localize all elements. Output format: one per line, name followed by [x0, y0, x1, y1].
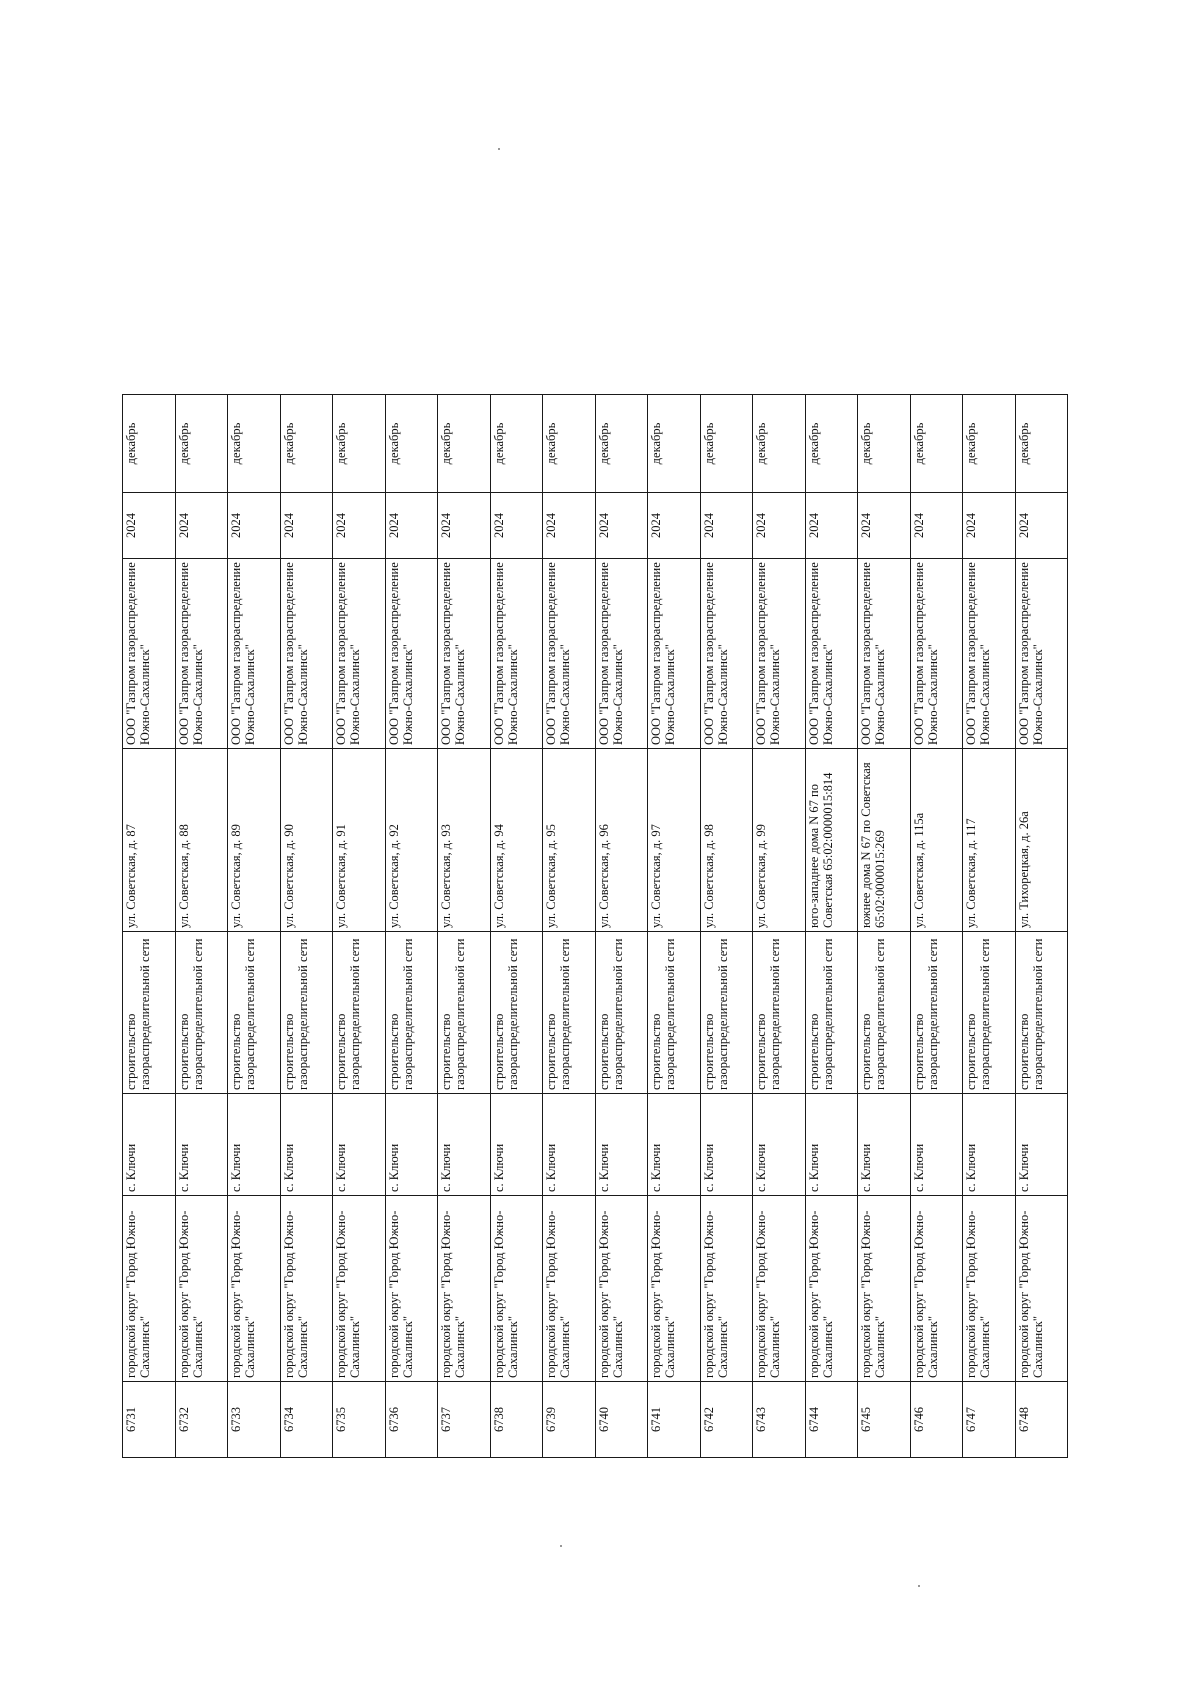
company-cell: ООО "Газпром газораспределение Южно-Сахалинск"	[228, 559, 281, 749]
address-cell: ул. Советская, д. 94	[490, 749, 543, 932]
settlement-cell: с. Ключи	[543, 1094, 596, 1196]
table-row	[910, 395, 963, 1458]
row-number: 6748	[1015, 1382, 1068, 1458]
month-cell: декабрь	[280, 395, 333, 493]
table-row	[858, 395, 911, 1458]
municipality-cell: городской округ "Город Южно-Сахалинск"	[1015, 1196, 1068, 1382]
table-row	[333, 395, 386, 1458]
address-cell: южнее дома N 67 по Советская 65:02:0000015:269	[858, 749, 911, 932]
work-type-cell: строительство газораспределительной сети	[648, 932, 701, 1094]
municipality-cell: городской округ "Город Южно-Сахалинск"	[175, 1196, 228, 1382]
month-cell: декабрь	[490, 395, 543, 493]
table-row	[438, 395, 491, 1458]
year-cell: 2024	[333, 493, 386, 559]
company-cell: ООО "Газпром газораспределение Южно-Сахалинск"	[910, 559, 963, 749]
year-cell: 2024	[910, 493, 963, 559]
municipality-cell: городской округ "Город Южно-Сахалинск"	[490, 1196, 543, 1382]
address-cell: ул. Советская, д. 89	[228, 749, 281, 932]
address-cell: ул. Советская, д. 115а	[910, 749, 963, 932]
row-number: 6731	[123, 1382, 176, 1458]
table-row	[648, 395, 701, 1458]
municipality-cell: городской округ "Город Южно-Сахалинск"	[858, 1196, 911, 1382]
municipality-cell: городской округ "Город Южно-Сахалинск"	[333, 1196, 386, 1382]
year-cell: 2024	[385, 493, 438, 559]
table-row	[805, 395, 858, 1458]
table-row	[175, 395, 228, 1458]
month-cell: декабрь	[123, 395, 176, 493]
month-cell: декабрь	[753, 395, 806, 493]
row-number: 6735	[333, 1382, 386, 1458]
work-type-cell: строительство газораспределительной сети	[753, 932, 806, 1094]
work-type-cell: строительство газораспределительной сети	[280, 932, 333, 1094]
row-number: 6745	[858, 1382, 911, 1458]
work-type-cell: строительство газораспределительной сети	[123, 932, 176, 1094]
settlement-cell: с. Ключи	[228, 1094, 281, 1196]
settlement-cell: с. Ключи	[175, 1094, 228, 1196]
month-cell: декабрь	[175, 395, 228, 493]
month-cell: декабрь	[333, 395, 386, 493]
table-row	[595, 395, 648, 1458]
municipality-cell: городской округ "Город Южно-Сахалинск"	[805, 1196, 858, 1382]
work-type-cell: строительство газораспределительной сети	[1015, 932, 1068, 1094]
settlement-cell: с. Ключи	[1015, 1094, 1068, 1196]
address-cell: юго-западнее дома N 67 по Советская 65:02:0000015:814	[805, 749, 858, 932]
year-cell: 2024	[648, 493, 701, 559]
settlement-cell: с. Ключи	[280, 1094, 333, 1196]
settlement-cell: с. Ключи	[858, 1094, 911, 1196]
month-cell: декабрь	[438, 395, 491, 493]
year-cell: 2024	[858, 493, 911, 559]
address-cell: ул. Советская, д. 87	[123, 749, 176, 932]
row-number: 6737	[438, 1382, 491, 1458]
table-row	[123, 395, 176, 1458]
table-row	[963, 395, 1016, 1458]
settlement-cell: с. Ключи	[490, 1094, 543, 1196]
company-cell: ООО "Газпром газораспределение Южно-Сахалинск"	[595, 559, 648, 749]
company-cell: ООО "Газпром газораспределение Южно-Сахалинск"	[333, 559, 386, 749]
municipality-cell: городской округ "Город Южно-Сахалинск"	[280, 1196, 333, 1382]
scan-speck	[560, 1545, 562, 1547]
company-cell: ООО "Газпром газораспределение Южно-Сахалинск"	[438, 559, 491, 749]
row-number: 6733	[228, 1382, 281, 1458]
address-cell: ул. Советская, д. 117	[963, 749, 1016, 932]
work-type-cell: строительство газораспределительной сети	[700, 932, 753, 1094]
company-cell: ООО "Газпром газораспределение Южно-Сахалинск"	[805, 559, 858, 749]
address-cell: ул. Советская, д. 91	[333, 749, 386, 932]
company-cell: ООО "Газпром газораспределение Южно-Сахалинск"	[1015, 559, 1068, 749]
month-cell: декабрь	[700, 395, 753, 493]
municipality-cell: городской округ "Город Южно-Сахалинск"	[385, 1196, 438, 1382]
table-row	[385, 395, 438, 1458]
company-cell: ООО "Газпром газораспределение Южно-Сахалинск"	[648, 559, 701, 749]
municipality-cell: городской округ "Город Южно-Сахалинск"	[228, 1196, 281, 1382]
company-cell: ООО "Газпром газораспределение Южно-Сахалинск"	[858, 559, 911, 749]
municipality-cell: городской округ "Город Южно-Сахалинск"	[543, 1196, 596, 1382]
address-cell: ул. Тихорецкая, д. 26а	[1015, 749, 1068, 932]
settlement-cell: с. Ключи	[648, 1094, 701, 1196]
settlement-cell: с. Ключи	[963, 1094, 1016, 1196]
work-type-cell: строительство газораспределительной сети	[595, 932, 648, 1094]
settlement-cell: с. Ключи	[700, 1094, 753, 1196]
company-cell: ООО "Газпром газораспределение Южно-Сахалинск"	[385, 559, 438, 749]
company-cell: ООО "Газпром газораспределение Южно-Сахалинск"	[123, 559, 176, 749]
month-cell: декабрь	[1015, 395, 1068, 493]
month-cell: декабрь	[963, 395, 1016, 493]
month-cell: декабрь	[595, 395, 648, 493]
row-number: 6741	[648, 1382, 701, 1458]
row-number: 6732	[175, 1382, 228, 1458]
work-type-cell: строительство газораспределительной сети	[490, 932, 543, 1094]
work-type-cell: строительство газораспределительной сети	[228, 932, 281, 1094]
municipality-cell: городской округ "Город Южно-Сахалинск"	[963, 1196, 1016, 1382]
municipality-cell: городской округ "Город Южно-Сахалинск"	[595, 1196, 648, 1382]
address-cell: ул. Советская, д. 88	[175, 749, 228, 932]
work-type-cell: строительство газораспределительной сети	[543, 932, 596, 1094]
row-number: 6744	[805, 1382, 858, 1458]
municipality-cell: городской округ "Город Южно-Сахалинск"	[753, 1196, 806, 1382]
row-number: 6747	[963, 1382, 1016, 1458]
table-row	[753, 395, 806, 1458]
company-cell: ООО "Газпром газораспределение Южно-Сахалинск"	[753, 559, 806, 749]
address-cell: ул. Советская, д. 97	[648, 749, 701, 932]
month-cell: декабрь	[543, 395, 596, 493]
table-row	[1015, 395, 1068, 1458]
address-cell: ул. Советская, д. 95	[543, 749, 596, 932]
settlement-cell: с. Ключи	[385, 1094, 438, 1196]
year-cell: 2024	[543, 493, 596, 559]
settlement-cell: с. Ключи	[595, 1094, 648, 1196]
municipality-cell: городской округ "Город Южно-Сахалинск"	[123, 1196, 176, 1382]
row-number: 6739	[543, 1382, 596, 1458]
municipality-cell: городской округ "Город Южно-Сахалинск"	[438, 1196, 491, 1382]
company-cell: ООО "Газпром газораспределение Южно-Сахалинск"	[543, 559, 596, 749]
work-type-cell: строительство газораспределительной сети	[175, 932, 228, 1094]
work-type-cell: строительство газораспределительной сети	[910, 932, 963, 1094]
address-cell: ул. Советская, д. 93	[438, 749, 491, 932]
table-body	[123, 395, 1068, 1458]
year-cell: 2024	[805, 493, 858, 559]
address-cell: ул. Советская, д. 90	[280, 749, 333, 932]
table-row	[700, 395, 753, 1458]
month-cell: декабрь	[805, 395, 858, 493]
table-row	[490, 395, 543, 1458]
scan-speck	[498, 148, 500, 150]
work-type-cell: строительство газораспределительной сети	[963, 932, 1016, 1094]
year-cell: 2024	[753, 493, 806, 559]
month-cell: декабрь	[858, 395, 911, 493]
month-cell: декабрь	[385, 395, 438, 493]
month-cell: декабрь	[910, 395, 963, 493]
row-number: 6746	[910, 1382, 963, 1458]
year-cell: 2024	[175, 493, 228, 559]
year-cell: 2024	[963, 493, 1016, 559]
year-cell: 2024	[700, 493, 753, 559]
address-cell: ул. Советская, д. 92	[385, 749, 438, 932]
work-type-cell: строительство газораспределительной сети	[333, 932, 386, 1094]
work-type-cell: строительство газораспределительной сети	[805, 932, 858, 1094]
row-number: 6734	[280, 1382, 333, 1458]
year-cell: 2024	[438, 493, 491, 559]
table-row	[543, 395, 596, 1458]
row-number: 6738	[490, 1382, 543, 1458]
row-number: 6743	[753, 1382, 806, 1458]
work-type-cell: строительство газораспределительной сети	[858, 932, 911, 1094]
rotated-table-sheet	[122, 395, 1068, 1458]
company-cell: ООО "Газпром газораспределение Южно-Сахалинск"	[280, 559, 333, 749]
month-cell: декабрь	[228, 395, 281, 493]
company-cell: ООО "Газпром газораспределение Южно-Сахалинск"	[490, 559, 543, 749]
year-cell: 2024	[123, 493, 176, 559]
work-type-cell: строительство газораспределительной сети	[385, 932, 438, 1094]
gas-network-construction-table	[122, 394, 1068, 1458]
settlement-cell: с. Ключи	[753, 1094, 806, 1196]
work-type-cell: строительство газораспределительной сети	[438, 932, 491, 1094]
settlement-cell: с. Ключи	[123, 1094, 176, 1196]
company-cell: ООО "Газпром газораспределение Южно-Сахалинск"	[175, 559, 228, 749]
company-cell: ООО "Газпром газораспределение Южно-Сахалинск"	[700, 559, 753, 749]
row-number: 6736	[385, 1382, 438, 1458]
table-row	[228, 395, 281, 1458]
year-cell: 2024	[490, 493, 543, 559]
address-cell: ул. Советская, д. 98	[700, 749, 753, 932]
address-cell: ул. Советская, д. 99	[753, 749, 806, 932]
year-cell: 2024	[595, 493, 648, 559]
row-number: 6742	[700, 1382, 753, 1458]
year-cell: 2024	[280, 493, 333, 559]
municipality-cell: городской округ "Город Южно-Сахалинск"	[700, 1196, 753, 1382]
settlement-cell: с. Ключи	[438, 1094, 491, 1196]
year-cell: 2024	[1015, 493, 1068, 559]
company-cell: ООО "Газпром газораспределение Южно-Сахалинск"	[963, 559, 1016, 749]
municipality-cell: городской округ "Город Южно-Сахалинск"	[910, 1196, 963, 1382]
settlement-cell: с. Ключи	[910, 1094, 963, 1196]
year-cell: 2024	[228, 493, 281, 559]
row-number: 6740	[595, 1382, 648, 1458]
table-row	[280, 395, 333, 1458]
settlement-cell: с. Ключи	[805, 1094, 858, 1196]
scan-speck	[918, 1585, 920, 1587]
settlement-cell: с. Ключи	[333, 1094, 386, 1196]
month-cell: декабрь	[648, 395, 701, 493]
municipality-cell: городской округ "Город Южно-Сахалинск"	[648, 1196, 701, 1382]
address-cell: ул. Советская, д. 96	[595, 749, 648, 932]
